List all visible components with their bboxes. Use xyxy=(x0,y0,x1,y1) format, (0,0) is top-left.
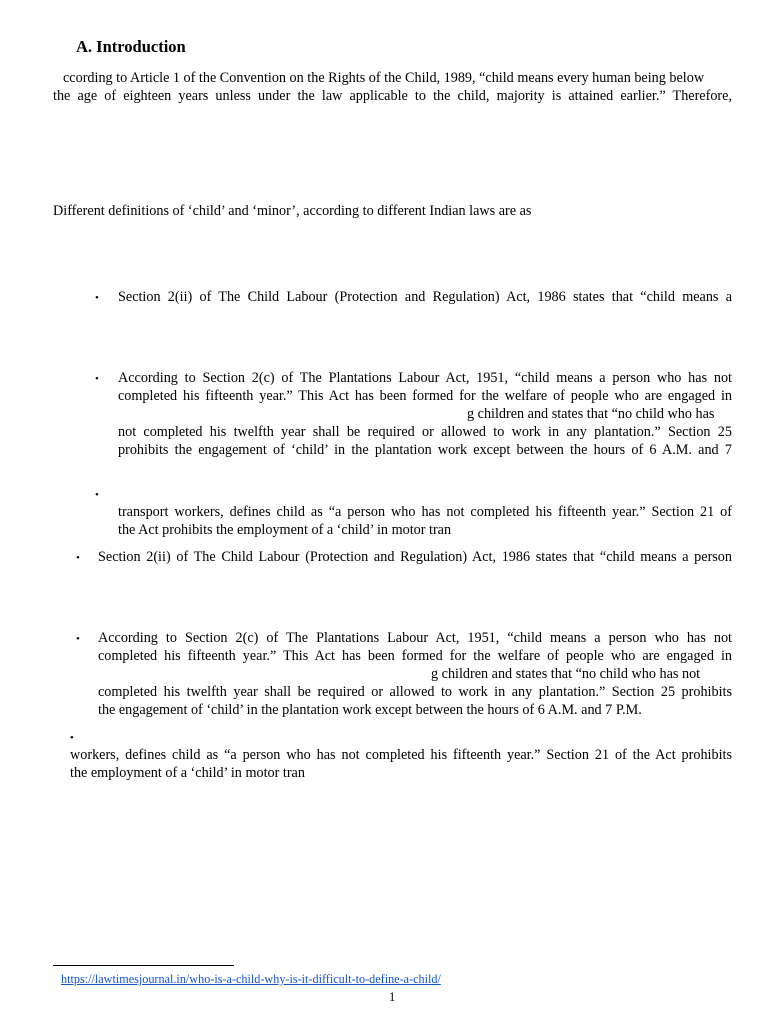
intro-line-1: ccording to Article 1 of the Convention on the Rights of the Child, 1989, “child means every human being below xyxy=(63,70,705,86)
list-b-item-3-line-2: the employment of a ‘child’ in motor tran xyxy=(70,765,305,781)
list-a-item-3-line-1: transport workers, defines child as “a person who has not completed his fifteenth year.” Section 21 of xyxy=(118,504,732,520)
list-b-item-2-line-1: According to Section 2(c) of The Plantations Labour Act, 1951, “child means a person who has not xyxy=(98,630,732,646)
section-heading: A. Introduction xyxy=(76,37,186,56)
list-b-item-3-line-1: workers, defines child as “a person who has not completed his fifteenth year.” Section 21 of the Act prohibits xyxy=(70,747,732,763)
footnote-link[interactable]: https://lawtimesjournal.in/who-is-a-child-why-is-it-difficult-to-define-a-child/ xyxy=(61,972,441,986)
list-b-item-2-line-4: completed his twelfth year shall be required or allowed to work in any plantation.” Section 25 prohibits xyxy=(98,684,732,700)
list-b-item-1-line-1: Section 2(ii) of The Child Labour (Protection and Regulation) Act, 1986 states that “child means a person xyxy=(98,549,732,565)
bullet-a2: • xyxy=(95,373,99,385)
bullet-b1: • xyxy=(76,552,80,564)
list-a-item-2-line-2: completed his fifteenth year.” This Act has been formed for the welfare of people who are engaged in xyxy=(118,388,732,404)
list-a-item-3-line-2: the Act prohibits the employment of a ‘child’ in motor tran xyxy=(118,522,452,538)
bullet-a1: • xyxy=(95,292,99,304)
page-number: 1 xyxy=(389,990,396,1004)
intro-line-2: the age of eighteen years unless under the law applicable to the child, majority is attained earlier.” Therefore, xyxy=(53,88,732,104)
list-a-item-1-line-1: Section 2(ii) of The Child Labour (Protection and Regulation) Act, 1986 states that “child means a xyxy=(118,289,732,305)
list-a-item-2-line-1: According to Section 2(c) of The Plantations Labour Act, 1951, “child means a person who has not xyxy=(118,370,732,386)
list-a-item-2-line-3: g children and states that “no child who has xyxy=(467,406,715,422)
list-b-item-2-line-3: g children and states that “no child who has not xyxy=(431,666,701,682)
list-a-item-2-line-4: not completed his twelfth year shall be required or allowed to work in any plantation.” Section 25 xyxy=(118,424,732,440)
bullet-a3: • xyxy=(95,489,99,501)
list-b-item-2-line-2: completed his fifteenth year.” This Act has been formed for the welfare of people who are engaged in xyxy=(98,648,732,664)
footnote-separator xyxy=(53,965,234,966)
bullet-b2: • xyxy=(76,633,80,645)
definitions-intro: Different definitions of ‘child’ and ‘minor’, according to different Indian laws are as xyxy=(53,203,532,219)
list-a-item-2-line-5: prohibits the engagement of ‘child’ in the plantation work except between the hours of 6 A.M. and 7 xyxy=(118,442,732,458)
list-b-item-2-line-5: the engagement of ‘child’ in the plantation work except between the hours of 6 A.M. and 7 P.M. xyxy=(98,702,642,718)
bullet-b3: • xyxy=(70,732,74,744)
